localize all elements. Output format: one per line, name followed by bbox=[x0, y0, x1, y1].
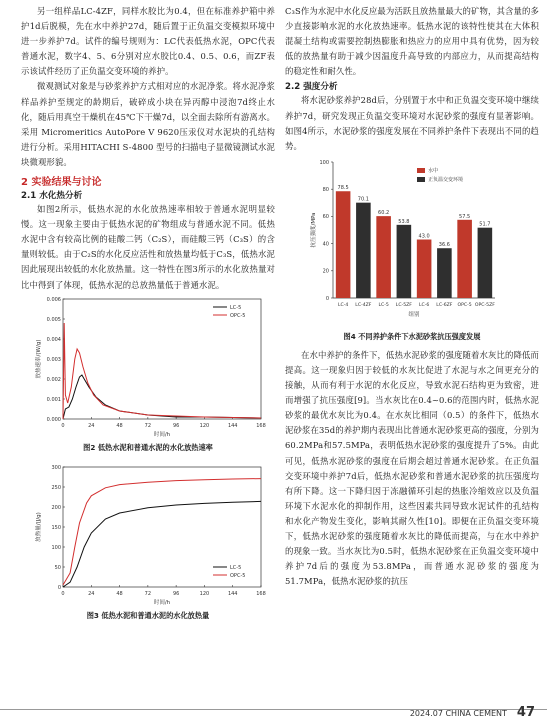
bar-data-label: 43.0 bbox=[418, 233, 430, 240]
x-category-label: LC-5ZF bbox=[395, 302, 412, 308]
bar-lc-6zf bbox=[437, 248, 452, 298]
figure-3-caption: 图3 低热水泥和普通水泥的水化放热量 bbox=[86, 610, 210, 620]
x-tick-label: 72 bbox=[144, 422, 152, 429]
y-tick-label: 0.004 bbox=[46, 336, 61, 343]
x-tick-label: 144 bbox=[227, 590, 238, 597]
heat-analysis-paragraph: 如图2所示，低热水泥的水化放热速率相较于普通水泥明显较慢。这一现象主要由于低热水泥的矿物组成与普通水泥不同。低热水泥中含有较高比例的硅酸二钙（C₂S），而硅酸三钙（C₃S）的含量则较低。由于C₂S的水化反应活性和放热量均低于C₃S，低热水泥因此展现出较低的水化放热量。这一特性在图3所示的水化放热量对比中得到了体现，低热水泥的总放热量低于普通水泥。 bbox=[21, 204, 275, 290]
figure-3-chart bbox=[21, 459, 275, 609]
x-tick-label: 0 bbox=[61, 590, 65, 597]
x-tick-label: 24 bbox=[88, 422, 95, 429]
x-category-label: LC-4ZF bbox=[355, 302, 372, 308]
y-tick-label: 40 bbox=[322, 241, 329, 248]
x-category-label: OPC-5 bbox=[457, 302, 472, 308]
x-axis-label: 时间/h bbox=[153, 599, 171, 606]
x-tick-label: 48 bbox=[116, 422, 123, 429]
discussion-paragraph: 在水中养护的条件下，低热水泥砂浆的强度随着水灰比的降低而提高。这一现象归因于较低的水灰比促进了水泥与水之间更充分的接触，从而有利于水泥的水化反应，导致水泥石结构更为致密，进而增强了抗压强度[9]。当水灰比在0.4~0.6的范围内时，低热水泥砂浆的最优水灰比为0.4。在水灰比相同（0.5）的条件下，低热水泥砂浆在35d的养护期内表现出比普通水泥砂浆更高的强度，分别为60.2MPa和57.5MPa，表明低热水泥砂浆的强度提升了5%。由此可见，低热水泥砂浆的强度在后期会超过普通水泥砂浆。在正负温交变环境中养护7d后，低热水泥砂浆和普通水泥砂浆的抗压强度均有所下降。这一下降归因于冻融循环引起的热胀冷缩效应以及负温环境下水泥水化的抑制作用，这些因素共同导致水泥试件的孔结构和水化产物发生变化，影响其耐久性[10]。即便在正负温交变环境下，低热水泥砂浆的强度随着水灰比的降低而提高，与在水中养护的现象一致。当水灰比为0.5时，低热水泥砂浆在正负温交变环境中养护7d后的强度为53.8MPa，而普通水泥砂浆的强度为51.7MPa，低热水泥砂浆的抗压 bbox=[285, 349, 539, 587]
y-tick-label: 0.006 bbox=[46, 296, 61, 303]
x-tick-label: 24 bbox=[88, 590, 95, 597]
y-tick-label: 100 bbox=[51, 544, 61, 551]
legend-label: OPC-5 bbox=[230, 312, 246, 319]
y-tick-label: 0.002 bbox=[46, 376, 61, 383]
figure-2-caption: 图2 低热水泥和普通水泥的水化放热速率 bbox=[83, 442, 213, 452]
right-column bbox=[285, 4, 539, 589]
legend-swatch bbox=[417, 168, 425, 173]
y-tick-label: 80 bbox=[322, 186, 329, 193]
subsection-heading-2-1: 2.1 水化热分析 bbox=[21, 191, 83, 202]
x-category-label: LC-6 bbox=[418, 302, 430, 308]
bar-data-label: 53.8 bbox=[398, 218, 410, 225]
section-heading: 2 实验结果与讨论 bbox=[21, 177, 102, 189]
x-axis-label: 组别 bbox=[408, 311, 420, 318]
figure-4-chart bbox=[285, 154, 539, 330]
bar-opc-5zf bbox=[478, 228, 493, 298]
bar-lc-4zf bbox=[356, 203, 371, 298]
x-tick-label: 168 bbox=[256, 422, 266, 429]
y-tick-label: 200 bbox=[51, 504, 61, 511]
page-number: 47 bbox=[516, 705, 535, 720]
x-tick-label: 48 bbox=[116, 590, 123, 597]
y-tick-label: 300 bbox=[51, 464, 61, 471]
y-tick-label: 0.003 bbox=[46, 356, 61, 363]
strength-paragraph: 将水泥砂浆养护28d后，分别置于水中和正负温交变环境中继续养护7d，研究发现正负温交变环境对水泥砂浆的强度有显著影响。如图4所示，水泥砂浆的强度发展在不同养护条件下表现出不同的趋势。 bbox=[285, 95, 539, 151]
left-column bbox=[21, 4, 275, 627]
x-tick-label: 96 bbox=[172, 422, 180, 429]
x-tick-label: 120 bbox=[199, 422, 210, 429]
y-axis-label: 抗压强度/MPa bbox=[311, 212, 317, 248]
y-tick-label: 250 bbox=[51, 484, 61, 491]
intro-paragraph-1: 另一组样品LC-4ZF，同样水胶比为0.4，但在标准养护箱中养护1d后脱模，先在水中养护27d，随后置于正负温交变模拟环境中进一步养护7d。试件的编号规则为：LC代表低热水泥，OPC代表普通水泥，数字4、5、6分别对应水胶比0.4、0.5、0.6，而ZF表示该试件经历了正负温交变环境的养护。 bbox=[21, 6, 275, 77]
series-line-lc-5 bbox=[63, 375, 261, 419]
y-tick-label: 60 bbox=[322, 214, 329, 221]
bar-data-label: 51.7 bbox=[479, 221, 491, 228]
y-tick-label: 0 bbox=[325, 295, 329, 302]
series-line-opc-5 bbox=[63, 323, 261, 419]
x-tick-label: 144 bbox=[227, 422, 238, 429]
legend-label: LC-5 bbox=[230, 304, 242, 311]
top-paragraph: C₃S作为水泥中水化反应最为活跃且放热量最大的矿物，其含量的多少直接影响水泥的水化放热速率。低热水泥的该特性使其在大体积混凝土结构或需要控制热膨胀和热应力的应用中具有优势，因为较低的放热量有助于减少因温度升高导致的内部应力，从而提高结构的稳定性和耐久性。 bbox=[285, 6, 539, 77]
y-tick-label: 0.000 bbox=[46, 416, 61, 423]
bar-lc-5 bbox=[376, 216, 391, 298]
bar-data-label: 36.6 bbox=[438, 242, 450, 249]
x-category-label: LC-4 bbox=[337, 302, 349, 308]
page-footer bbox=[410, 705, 535, 720]
y-tick-label: 20 bbox=[322, 268, 329, 275]
y-tick-label: 50 bbox=[54, 564, 61, 571]
x-tick-label: 0 bbox=[61, 422, 65, 429]
intro-paragraph-2: 微观测试对象是与砂浆养护方式相对应的水泥净浆。将水泥净浆样品养护至规定的龄期后，破碎成小块在异丙醇中浸泡7d终止水化，随后用真空干燥机在45℃下干燥7d，以全面去除所有游离水。采用 Micromeritics AutoPore V 9620压汞仪对水泥块的孔结构进行分析。采用HITACHI S-4800 型号的扫描电子显微镜测试水泥块微观形貌。 bbox=[21, 81, 275, 167]
y-tick-label: 100 bbox=[319, 159, 329, 166]
legend-label: 正负温交变环境 bbox=[428, 176, 464, 183]
legend-label: 水中 bbox=[428, 167, 439, 174]
legend-label: OPC-5 bbox=[230, 572, 246, 579]
figure-4-caption: 图4 不同养护条件下水泥砂浆抗压强度发展 bbox=[343, 331, 481, 341]
x-tick-label: 168 bbox=[256, 590, 266, 597]
legend-label: LC-5 bbox=[230, 564, 242, 571]
legend-swatch bbox=[417, 177, 425, 182]
bar-data-label: 57.5 bbox=[459, 213, 471, 220]
bar-data-label: 78.5 bbox=[337, 185, 349, 192]
y-tick-label: 0.005 bbox=[46, 316, 61, 323]
y-axis-label: 放热速率/(W/g) bbox=[36, 339, 42, 379]
bar-opc-5 bbox=[457, 220, 472, 298]
x-axis-label: 时间/h bbox=[153, 431, 171, 438]
figure-2-chart bbox=[21, 293, 275, 441]
y-tick-label: 150 bbox=[51, 524, 61, 531]
bar-lc-5zf bbox=[397, 225, 412, 298]
y-axis-label: 放热量/(J/g) bbox=[36, 511, 42, 542]
x-tick-label: 72 bbox=[144, 590, 152, 597]
x-category-label: OPC-5ZF bbox=[474, 302, 495, 308]
bar-lc-6 bbox=[417, 239, 432, 297]
subsection-heading-2-2: 2.2 强度分析 bbox=[285, 82, 338, 93]
bar-data-label: 70.1 bbox=[357, 196, 369, 203]
x-tick-label: 120 bbox=[199, 590, 210, 597]
x-category-label: LC-6ZF bbox=[436, 302, 453, 308]
x-category-label: LC-5 bbox=[378, 302, 389, 308]
y-tick-label: 0 bbox=[57, 584, 61, 591]
y-tick-label: 0.001 bbox=[46, 396, 61, 403]
bar-data-label: 60.2 bbox=[378, 209, 390, 216]
x-tick-label: 96 bbox=[172, 590, 180, 597]
bar-lc-4 bbox=[336, 191, 351, 298]
footer-issue: 2024.07 CHINA CEMENT bbox=[409, 709, 507, 718]
